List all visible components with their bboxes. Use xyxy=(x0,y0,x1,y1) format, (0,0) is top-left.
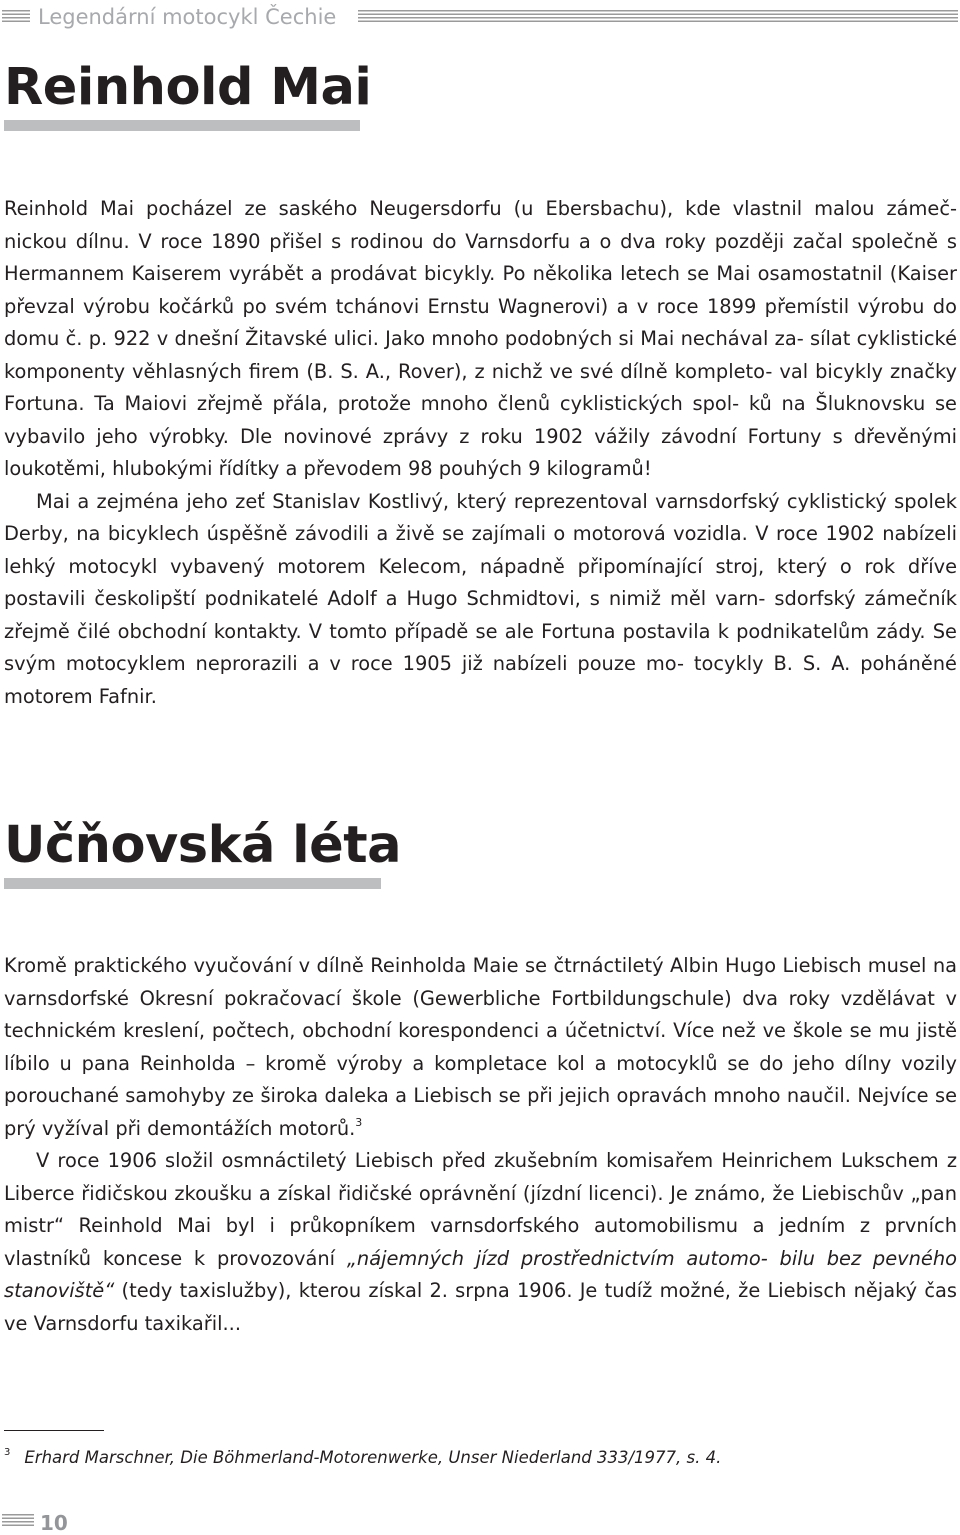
header-rule-right xyxy=(358,10,958,24)
heading-underline-bar xyxy=(4,878,381,889)
section2-body xyxy=(4,950,957,1340)
page-number: 10 xyxy=(40,1511,68,1535)
footnote xyxy=(4,1447,721,1467)
page-number-rule xyxy=(2,1514,34,1528)
running-header-title: Legendární motocykl Čechie xyxy=(38,5,337,29)
paragraph: Kromě praktického vyučování v dílně Reinholda Maie se čtrnáctiletý Albin Hugo Liebisch musel na varnsdorfské Okresní pokračovací škole (Gewerbliche Fortbildungschule) dva roky vzdělávat v technickém kreslení, počtech, obchodní korespondenci a účetnictví. Více než ve škole se mu jistě líbilo u pana Reinholda – kromě výroby a kompletace kol a motocyklů se do jeho dílny vozily porouchané samohyby ze široka daleka a Liebisch se při jejich opravách mnoho naučil. Nejvíce se prý vyžíval při demontážích motorů.$^3$ xyxy=(4,954,958,1140)
paragraph: Mai a zejména jeho zeť Stanislav Kostlivý, který reprezentoval varnsdorfský cyklistický spolek Derby, na bicyklech úspěšně závodili a živě se zajímali o motorová vozidla. V roce 1902 nabízeli lehký motocykl vybavený motorem Kelecom, nápadně připomínající stroj, který o rok dříve postavili českolipští podnikatelé Adolf a Hugo Schmidtovi, s nimiž měl varn- sdorfský zámečník zřejmě čilé obchodní kontakty. V tomto případě se ale Fortuna postavila k podnikatelům zády. Se svým motocyklem neprorazili a v roce 1905 již nabízeli pouze mo- tocykly B. S. A. poháněné motorem Fafnir. xyxy=(4,489,958,708)
section-heading-ucnovska-leta: Učňovská léta xyxy=(4,816,402,875)
running-header xyxy=(0,2,960,32)
header-rule-left xyxy=(2,10,30,24)
footnote-separator xyxy=(4,1430,104,1431)
footnote-mark: 3 xyxy=(4,1447,11,1458)
section-heading-reinhold-mai: Reinhold Mai xyxy=(4,58,372,117)
footnote-text: Erhard Marschner, Die Böhmerland-Motorenwerke, Unser Niederland 333/1977, s. 4. xyxy=(24,1448,722,1467)
footnote-reference: 3 xyxy=(355,1115,363,1129)
paragraph: V roce 1906 složil osmnáctiletý Liebisch před zkušebním komisařem Heinrichem Lukschem z Liberce řidičskou zkoušku a získal řidičské oprávnění (jízdní licenci). Je známo, že Liebischův „pan mistr“ Reinhold Mai byl i průkopníkem varnsdorfského automobilismu a jedním z prvních vlastníků koncese k provozování „nájemných jízd prostřednictvím automo- bilu bez pevného stanoviště“ (tedy taxislužby), kterou získal 2. srpna 1906. Je tudíž možné, že Liebisch nějaký čas ve Varnsdorfu taxikařil... xyxy=(4,1149,957,1335)
heading-underline-bar xyxy=(4,120,360,131)
section1-body xyxy=(4,193,957,713)
paragraph: Reinhold Mai pocházel ze saského Neugersdorfu (u Ebersbachu), kde vlastnil malou zámeč- nickou dílnu. V roce 1890 přišel s rodinou do Varnsdorfu a o dva roky později začal společně s Hermannem Kaiserem vyrábět a prodávat bicykly. Po několika letech se Mai osamostatnil (Kaiser převzal výrobu kočárků po svém tchánovi Ernstu Wagnerovi) a v roce 1899 přemístil výrobu do domu č. p. 922 v dnešní Žitavské ulici. Jako mnoho podobných si Mai nechával za- sílat cyklistické komponenty věhlasných firem (B. S. A., Rover), z nichž ve své dílně kompleto- val bicykly značky Fortuna. Ta Maiovi zřejmě přála, protože mnoho členů cyklistických spol- ků na Šluknovsku se vybavilo jeho výrobky. Dle novinové zprávy z roku 1902 vážily závodní Fortuny s dřevěnými loukotěmi, hlubokými řídítky a převodem 98 pouhých 9 kilogramů! xyxy=(4,197,958,480)
